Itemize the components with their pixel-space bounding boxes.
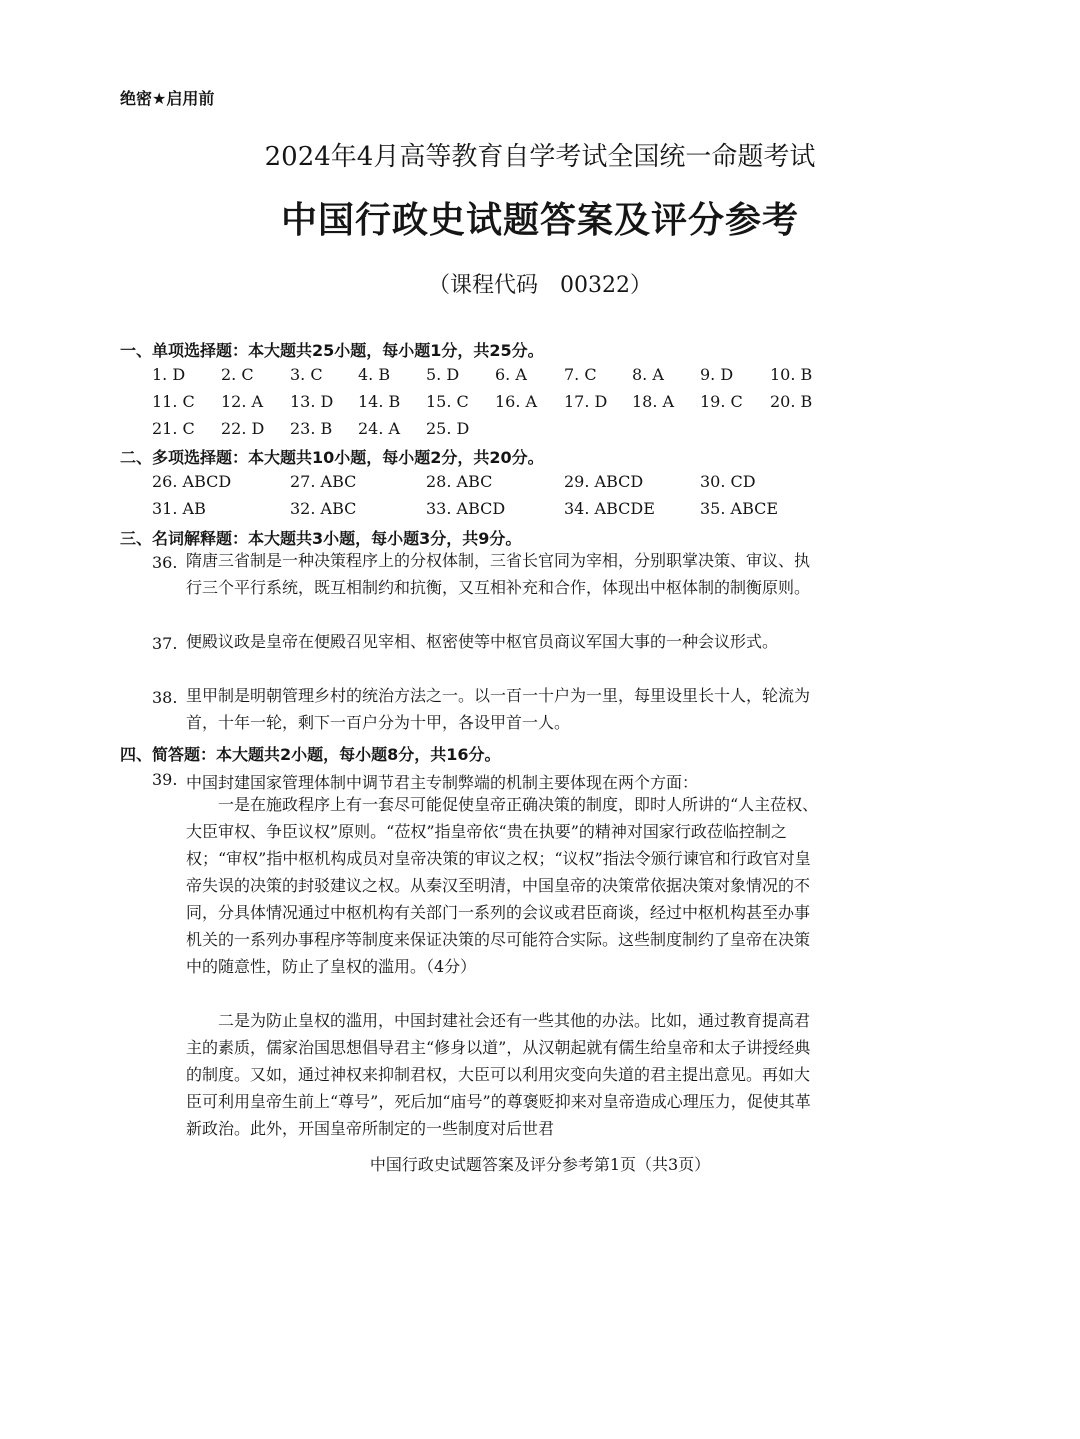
question-number: 37. xyxy=(152,634,178,653)
answer-item: 27. ABC xyxy=(290,472,357,491)
confidential-label: 绝密★启用前 xyxy=(120,89,215,108)
page-title: 中国行政史试题答案及评分参考 xyxy=(280,200,799,241)
question-number: 36. xyxy=(152,553,178,572)
answer-item: 30. CD xyxy=(700,472,756,491)
answer-item: 7. C xyxy=(564,365,597,384)
answer-item: 4. B xyxy=(358,365,391,384)
course-code: （课程代码 00322） xyxy=(428,273,652,298)
answer-item: 20. B xyxy=(770,392,813,411)
answer-item: 33. ABCD xyxy=(426,499,506,518)
answer-item: 31. AB xyxy=(152,499,206,518)
answer-item: 3. C xyxy=(290,365,323,384)
section-1-heading: 一、单项选择题：本大题共25小题，每小题1分，共25分。 xyxy=(120,341,544,360)
answer-item: 6. A xyxy=(495,365,527,384)
answer-item: 32. ABC xyxy=(290,499,357,518)
answer-item: 10. B xyxy=(770,365,813,384)
answer-paragraph: 便殿议政是皇帝在便殿召见宰相、枢密使等中枢官员商议军国大事的一种会议形式。 xyxy=(186,632,779,651)
answer-item: 28. ABC xyxy=(426,472,493,491)
answer-item: 14. B xyxy=(358,392,401,411)
answer-item: 34. ABCDE xyxy=(564,499,655,518)
answer-item: 22. D xyxy=(221,419,265,438)
answer-item: 29. ABCD xyxy=(564,472,644,491)
answer-paragraph: 一是在施政程序上有一套尽可能促使皇帝正确决策的制度，即时人所讲的“人主莅权、大臣审权、争臣议权”原则。“莅权”指皇帝依“贵在执要”的精神对国家行政莅临控制之权；“审权”指中枢机构成员对皇帝决策的审议之权；“议权”指法令颁行谏官和行政官对皇帝失误的决策的封驳建议之权。从秦汉至明清，中国皇帝的决策常依据决策对象情况的不同，分具体情况通过中枢机构有关部门一系列的会议或君臣商谈，经过中枢机构甚至办事机关的一系列办事程序等制度来保证决策的尽可能符合实际。这些制度制约了皇帝在决策中的随意性，防止了皇权的滥用。（4分） xyxy=(186,795,819,976)
question-number: 39. xyxy=(152,770,178,789)
answer-item: 2. C xyxy=(221,365,254,384)
answer-item: 15. C xyxy=(426,392,469,411)
answer-item: 23. B xyxy=(290,419,333,438)
section-2-heading: 二、多项选择题：本大题共10小题，每小题2分，共20分。 xyxy=(120,448,544,467)
answer-item: 11. C xyxy=(152,392,195,411)
answer-item: 9. D xyxy=(700,365,734,384)
answer-item: 16. A xyxy=(495,392,538,411)
answer-item: 17. D xyxy=(564,392,608,411)
question-intro: 中国封建国家管理体制中调节君主专制弊端的机制主要体现在两个方面： xyxy=(186,773,699,792)
answer-paragraph: 二是为防止皇权的滥用，中国封建社会还有一些其他的办法。比如，通过教育提高君主的素质，儒家治国思想倡导君主“修身以道”，从汉朝起就有儒生给皇帝和太子讲授经典的制度。又如，通过神权来抑制君权，大臣可以利用灾变向失道的君主提出意见。再如大臣可利用皇帝生前上“尊号”，死后加“庙号”的尊褒贬抑来对皇帝造成心理压力，促使其革新政治。此外，开国皇帝所制定的一些制度对后世君 xyxy=(186,1011,811,1138)
answer-item: 24. A xyxy=(358,419,401,438)
answer-item: 18. A xyxy=(632,392,675,411)
page-footer: 中国行政史试题答案及评分参考第1页（共3页） xyxy=(369,1155,711,1174)
answer-item: 8. A xyxy=(632,365,664,384)
answer-item: 21. C xyxy=(152,419,195,438)
question-number: 38. xyxy=(152,688,178,707)
section-4-heading: 四、简答题：本大题共2小题，每小题8分，共16分。 xyxy=(120,745,501,764)
answer-item: 12. A xyxy=(221,392,264,411)
answer-item: 13. D xyxy=(290,392,334,411)
answer-item: 26. ABCD xyxy=(152,472,232,491)
answer-item: 35. ABCE xyxy=(700,499,779,518)
answer-paragraph: 隋唐三省制是一种决策程序上的分权体制，三省长官同为宰相，分别职掌决策、审议、执行三个平行系统，既互相制约和抗衡，又互相补充和合作，体现出中枢体制的制衡原则。 xyxy=(186,551,811,597)
exam-title: 2024年4月高等教育自学考试全国统一命题考试 xyxy=(264,142,816,172)
answer-item: 5. D xyxy=(426,365,460,384)
section-3-heading: 三、名词解释题：本大题共3小题，每小题3分，共9分。 xyxy=(120,529,522,548)
answer-item: 1. D xyxy=(152,365,186,384)
answer-item: 19. C xyxy=(700,392,743,411)
answer-paragraph: 里甲制是明朝管理乡村的统治方法之一。以一百一十户为一里，每里设里长十人，轮流为首，十年一轮，剩下一百户分为十甲，各设甲首一人。 xyxy=(186,686,811,732)
answer-item: 25. D xyxy=(426,419,470,438)
